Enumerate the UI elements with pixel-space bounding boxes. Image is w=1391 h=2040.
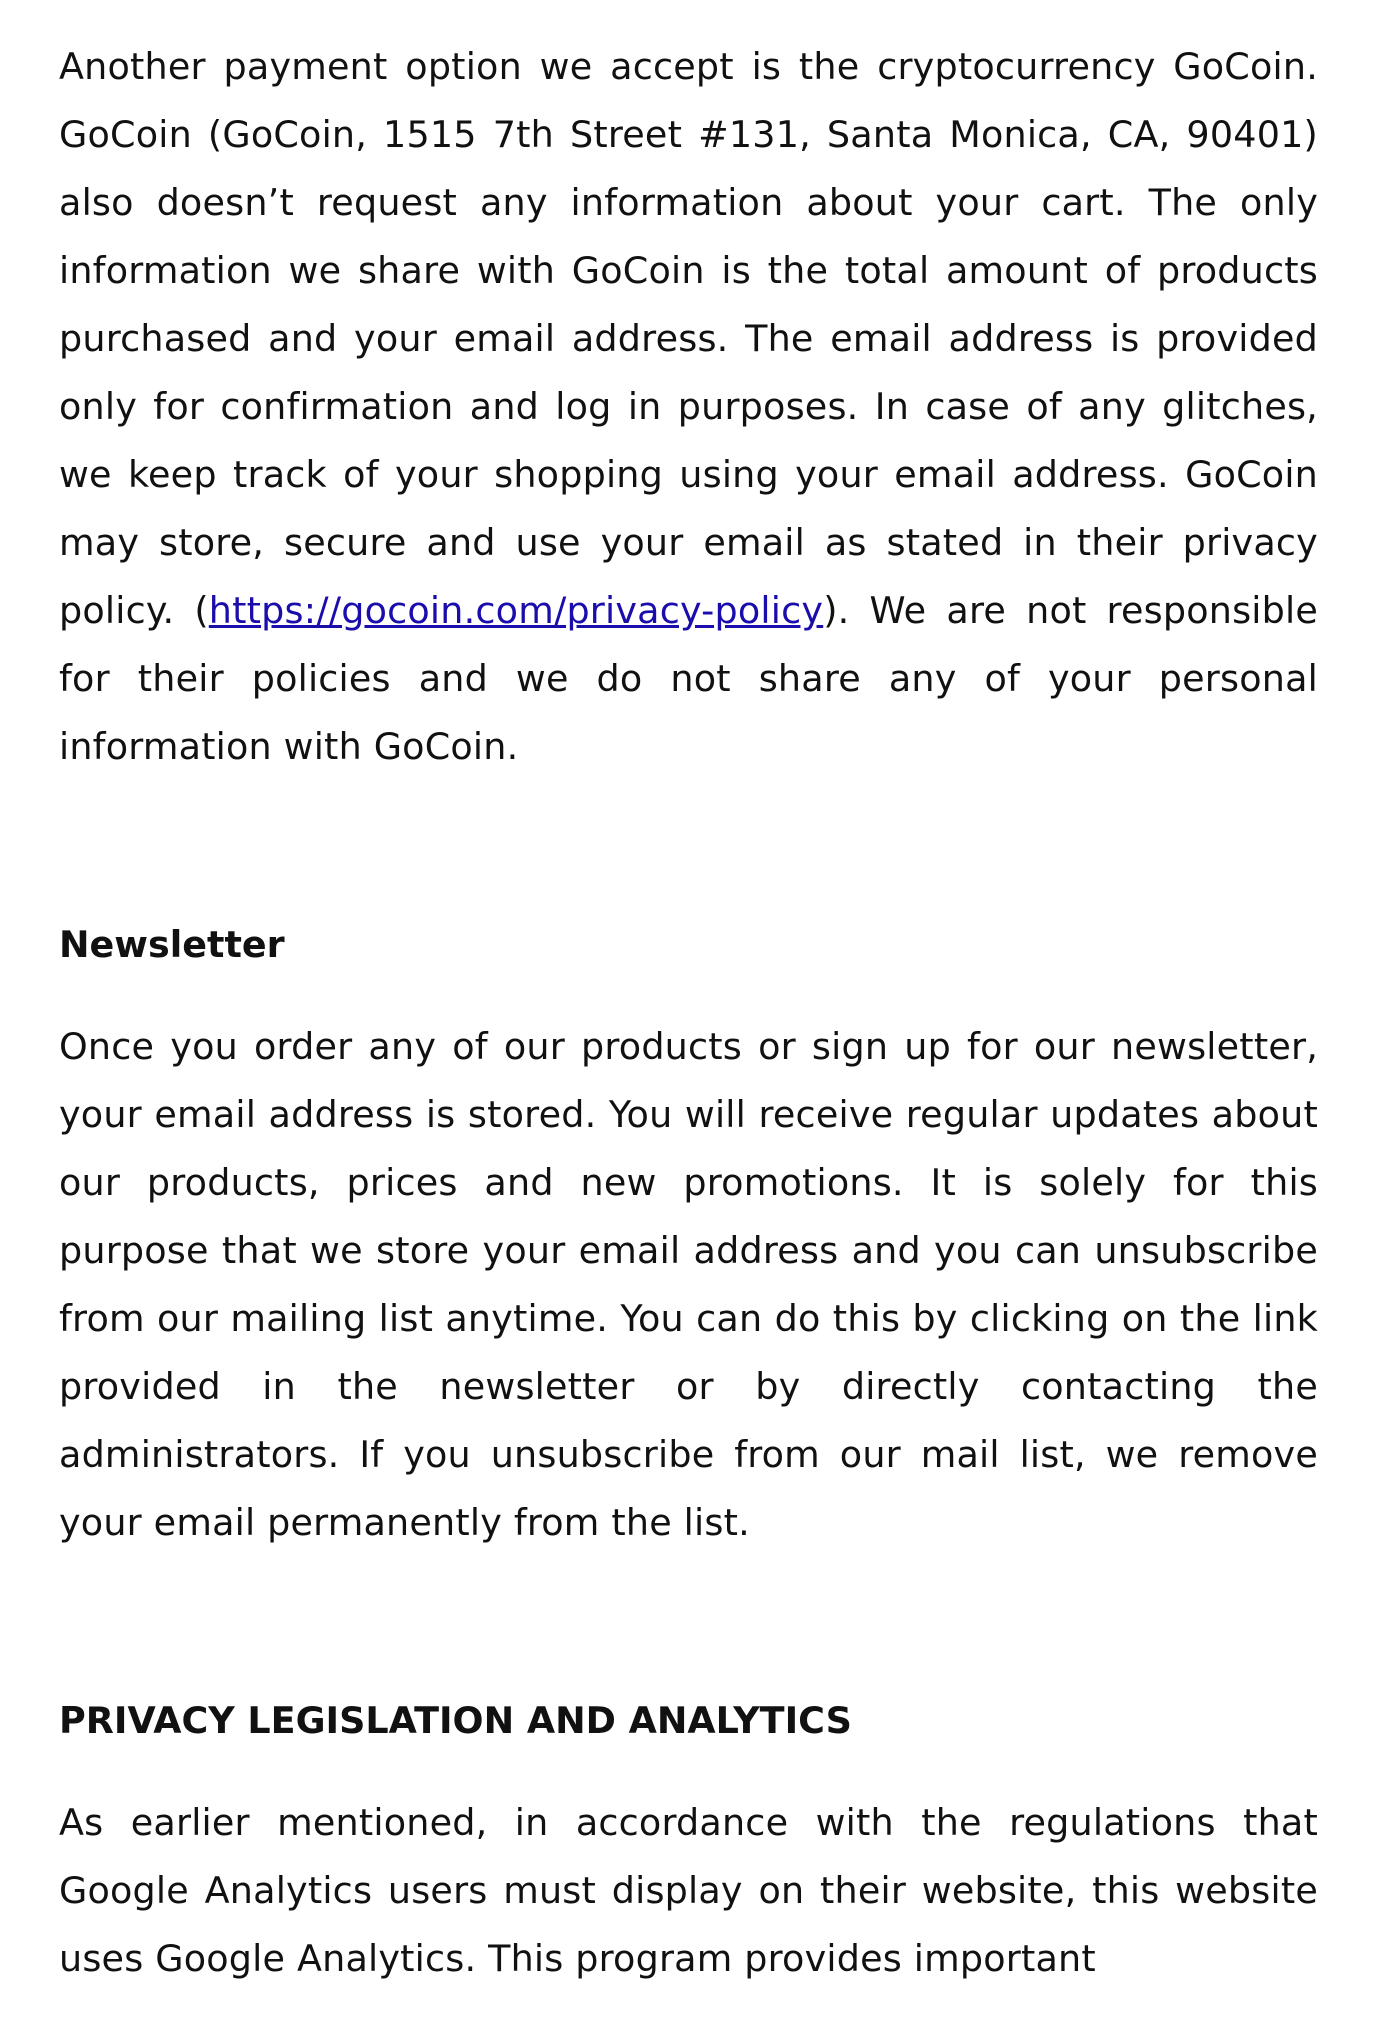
privacy-legislation-paragraph: As earlier mentioned, in accordance with the regulations that Google Analytics users must display on their website, this website uses Google Analytics. This program provides important — [59, 1801, 1318, 1980]
gocoin-paragraph-text-start: Another payment option we accept is the cryptocurrency GoCoin. GoCoin (GoCoin, 1515 7th Street #131, Santa Monica, CA, 90401) also doesn’t request any information about your cart. The only information we share with GoCoin is the total amount of products purchased and your email address. The email address is provided only for confirmation and log in purposes. In case of any glitches, we keep track of your shopping using your email address. GoCoin may store, secure and use your email as stated in their privacy policy. ( — [59, 45, 1318, 632]
gocoin-payment-paragraph — [59, 33, 1318, 781]
newsletter-paragraph: Once you order any of our products or sign up for our newsletter, your email address is stored. You will receive regular updates about our products, prices and new promotions. It is solely for this purpose that we store your email address and you can unsubscribe from our mailing list anytime. You can do this by clicking on the link provided in the newsletter or by directly contacting the administrators. If you unsubscribe from our mail list, we remove your email permanently from the list. — [59, 1025, 1318, 1544]
newsletter-heading: Newsletter — [59, 923, 285, 966]
gocoin-privacy-policy-link[interactable]: https://gocoin.com/privacy-policy — [208, 589, 824, 632]
privacy-legislation-heading: PRIVACY LEGISLATION AND ANALYTICS — [59, 1699, 852, 1742]
gocoin-paragraph-text-end: ). We are not responsible for their policies and we do not share any of your personal information with GoCoin. — [59, 589, 1318, 768]
document-content — [59, 33, 1318, 1993]
